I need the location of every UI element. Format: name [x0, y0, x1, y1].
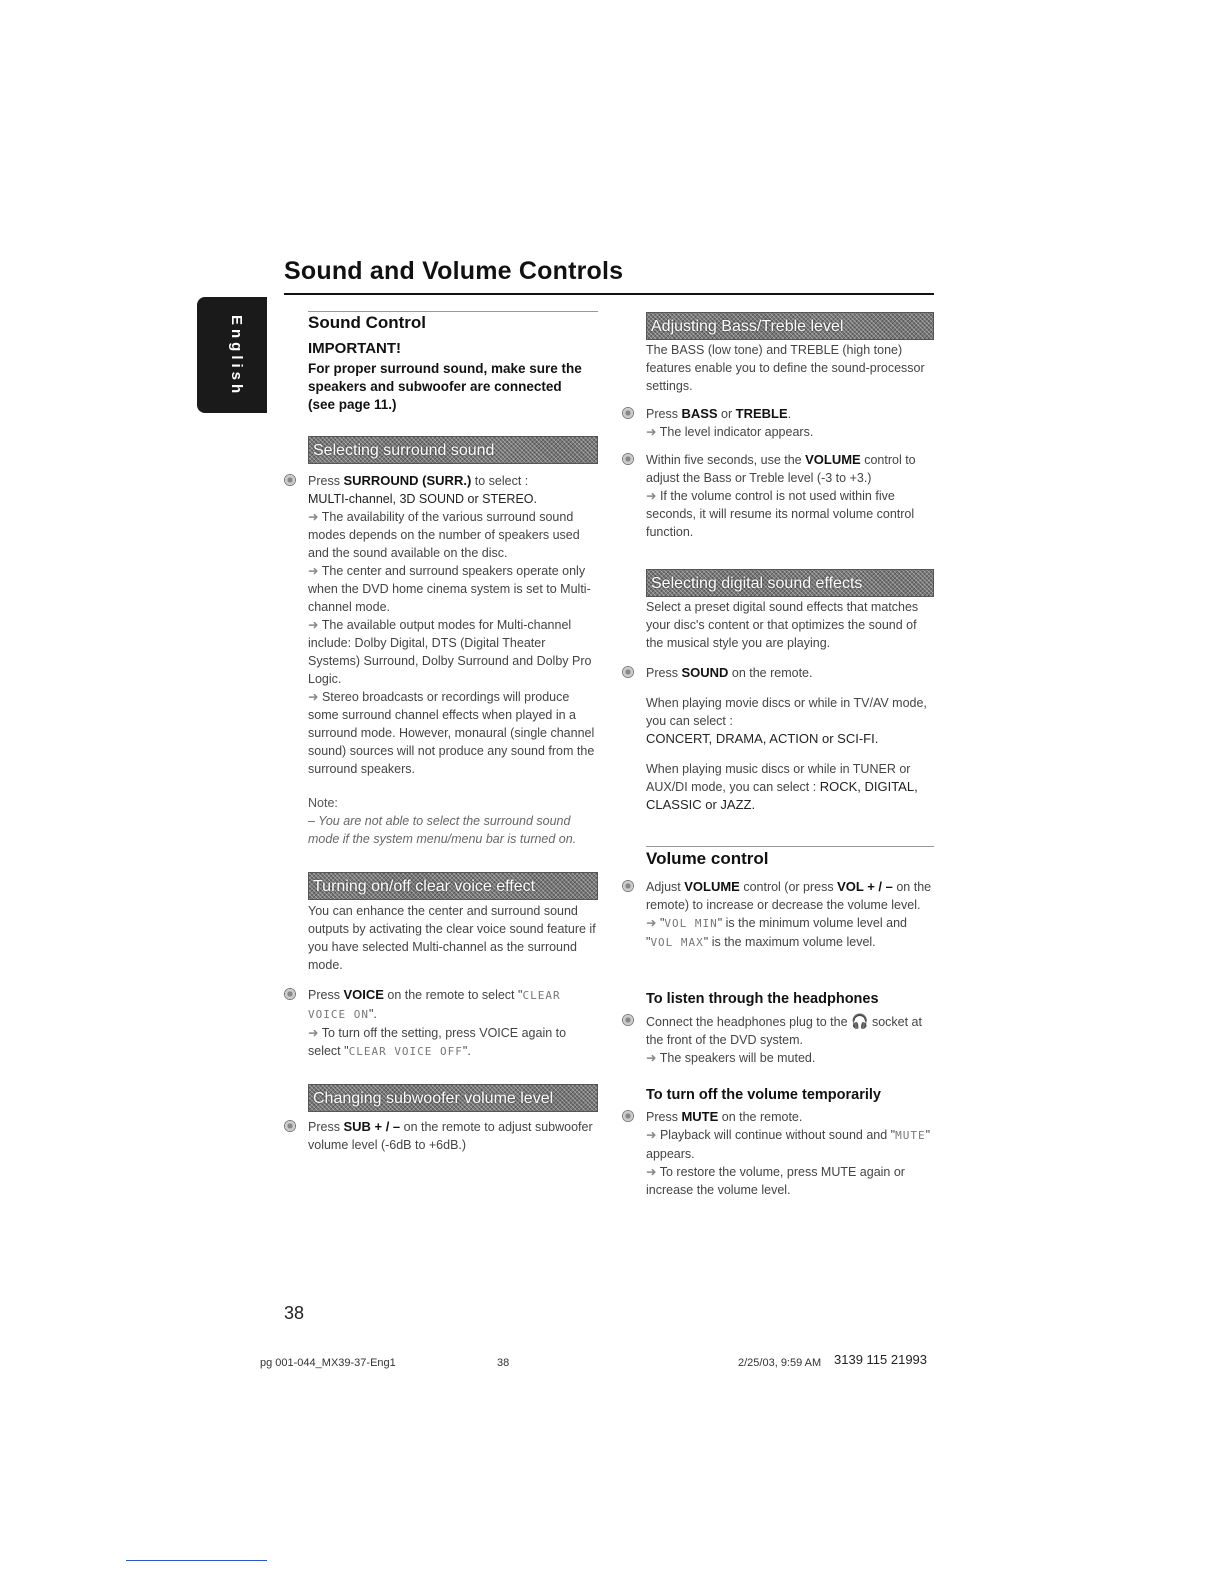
step-text: Adjust: [646, 880, 685, 894]
page-number: 38: [284, 1303, 305, 1323]
step-bullet-icon: [622, 880, 634, 892]
bass-treble-step1: [646, 405, 934, 441]
step-note: " appears.: [646, 1128, 931, 1161]
surround-notes: [308, 508, 598, 778]
step-text: Press: [308, 474, 344, 488]
footer-file: pg 001-044_MX39-37-Eng1: [260, 1357, 396, 1369]
volume-heading: Volume control: [646, 849, 769, 868]
sound-key: SOUND: [681, 665, 729, 680]
arrow-icon: ➜: [646, 425, 660, 439]
arrow-icon: ➜: [646, 489, 660, 503]
section-rule: [308, 311, 598, 312]
step-note: " is the minimum volume level and ": [646, 916, 907, 949]
step-text: Press: [646, 666, 682, 680]
treble-key: TREBLE: [735, 406, 788, 421]
step-bullet-icon: [284, 1120, 296, 1132]
arrow-icon: ➜: [308, 510, 322, 524]
surround-key: SURROUND (SURR.): [343, 473, 472, 488]
step-text: control (or press: [739, 880, 838, 894]
footer-datetime: 2/25/03, 9:59 AM: [738, 1357, 822, 1369]
step-note: The level indicator appears.: [659, 425, 814, 439]
step-note: The speakers will be muted.: [659, 1051, 816, 1065]
language-tab: [197, 297, 267, 413]
step-text: socket at the front of the DVD system.: [646, 1015, 922, 1047]
step-text: ".: [368, 1007, 377, 1021]
surround-banner: Selecting surround sound: [308, 436, 598, 464]
surround-note: Stereo broadcasts or recordings will produce some surround channel effects when played in a surround mode. However, monaural (single channel sound) sources will not produce any sound from the surround speakers.: [308, 690, 595, 776]
footer-page: 38: [497, 1357, 510, 1369]
music-modes: ROCK, DIGITAL, CLASSIC or JAZZ.: [646, 779, 918, 812]
movie-text: When playing movie discs or while in TV/AV mode, you can select :: [646, 696, 927, 728]
digital-sound-section: [646, 569, 934, 814]
music-block: [646, 760, 934, 814]
lcd-text: VOL MIN: [664, 917, 718, 930]
arrow-icon: ➜: [308, 690, 322, 704]
voice-key: VOICE: [343, 987, 384, 1002]
step-text: on the remote to adjust subwoofer volume level (-6dB to +6dB.): [308, 1120, 593, 1152]
volume-step: Adjust VOLUME control (or press VOL + / – on the remote) to increase or decrease the volume level. ➜ "VOL MIN" is the minimum volume level and "VOL MAX" is the maximum volume level.: [646, 878, 934, 952]
important-label: IMPORTANT!: [308, 340, 402, 357]
language-tab-label: English: [228, 315, 245, 398]
note-label: Note:: [308, 796, 338, 810]
volume-key: VOLUME: [805, 452, 861, 467]
step-note: Playback will continue without sound and ": [659, 1128, 896, 1142]
surround-note: The center and surround speakers operate only when the DVD home cinema system is set to Multi-channel mode.: [308, 564, 591, 614]
surround-modes: MULTI-channel, 3D SOUND or STEREO.: [308, 492, 537, 506]
volume-key: VOLUME: [684, 879, 740, 894]
arrow-icon: ➜: [646, 1128, 660, 1142]
step-text: to select :: [471, 474, 529, 488]
lcd-text: MUTE: [895, 1129, 926, 1142]
step-bullet-icon: [622, 1014, 634, 1026]
mute-key: MUTE: [681, 1109, 719, 1124]
music-text: When playing music discs or while in TUNER or AUX/DI mode, you can select :: [646, 762, 911, 794]
volume-section: [646, 846, 934, 952]
arrow-icon: ➜: [308, 618, 322, 632]
sound-control-heading: Sound Control: [308, 313, 427, 332]
clear-voice-step: [308, 986, 598, 1061]
step-text: on the remote.: [718, 1110, 803, 1124]
step-bullet-icon: [622, 407, 634, 419]
bottom-link-rule: [126, 1560, 267, 1561]
step-text: control to adjust the Bass or Treble level (-3 to +3.): [646, 453, 916, 485]
step-bullet-icon: [622, 453, 634, 465]
arrow-icon: ➜: [308, 1026, 322, 1040]
step-text: Press: [646, 407, 682, 421]
step-text: on the remote.: [728, 666, 813, 680]
step-text: .: [787, 407, 792, 421]
step-text: Press: [308, 1120, 344, 1134]
lcd-text: VOL MAX: [650, 936, 704, 949]
step-text: Within five seconds, use the: [646, 453, 806, 467]
step-text: on the remote to select ": [383, 988, 523, 1002]
surround-section: [308, 436, 598, 848]
step-note: To turn off the setting, press VOICE again to select ": [308, 1026, 567, 1058]
subwoofer-banner: Changing subwoofer volume level: [308, 1084, 598, 1112]
step-note: " is the maximum volume level.: [703, 935, 876, 949]
mute-heading: To turn off the volume temporarily: [646, 1087, 881, 1103]
step-bullet-icon: [284, 474, 296, 486]
step-bullet-icon: [284, 988, 296, 1000]
step-note: If the volume control is not used within five seconds, it will resume its normal volume control function.: [646, 489, 915, 539]
footer-code: 3139 115 21993: [834, 1352, 928, 1367]
sub-key: SUB + / –: [343, 1119, 401, 1134]
step-bullet-icon: [622, 1110, 634, 1122]
step-note: ".: [462, 1044, 471, 1058]
headphones-heading: To listen through the headphones: [646, 991, 879, 1007]
bass-treble-section: [646, 312, 934, 541]
bass-treble-banner: Adjusting Bass/Treble level: [646, 312, 934, 340]
step-text: or: [717, 407, 736, 421]
movie-modes: CONCERT, DRAMA, ACTION or SCI-FI.: [646, 731, 879, 746]
sound-control-section: [308, 311, 598, 414]
clear-voice-intro: You can enhance the center and surround sound outputs by activating the clear voice sound feature if you have selected Multi-channel as the surround mode.: [308, 904, 596, 972]
lcd-text: CLEAR VOICE OFF: [348, 1045, 463, 1058]
arrow-icon: ➜: [646, 1165, 660, 1179]
step-text: Press: [308, 988, 344, 1002]
digital-sound-banner: Selecting digital sound effects: [646, 569, 934, 597]
mute-section: [646, 1086, 934, 1199]
step-text: Connect the headphones plug to the: [646, 1015, 852, 1029]
bass-treble-step2: [646, 451, 934, 541]
mute-step: [646, 1108, 934, 1199]
surround-note: The availability of the various surround sound modes depends on the number of speakers used and the sound available on the disc.: [308, 510, 580, 560]
important-text: For proper surround sound, make sure the speakers and subwoofer are connected (see page 11.): [308, 361, 582, 412]
title-rule: [284, 293, 934, 295]
clear-voice-banner: Turning on/off clear voice effect: [308, 872, 598, 900]
step-text: on the remote) to increase or decrease the volume level.: [646, 880, 932, 912]
arrow-icon: ➜: [646, 1051, 660, 1065]
bass-key: BASS: [681, 406, 718, 421]
subwoofer-section: [308, 1084, 598, 1154]
headphones-icon: 🎧: [851, 1013, 869, 1029]
subwoofer-step: [308, 1118, 598, 1154]
digital-sound-step: [646, 664, 934, 682]
headphones-section: [646, 990, 934, 1067]
headphones-step: [646, 1012, 934, 1067]
step-bullet-icon: [622, 666, 634, 678]
page-title: Sound and Volume Controls: [284, 257, 624, 285]
bass-treble-intro: The BASS (low tone) and TREBLE (high tone) features enable you to define the sound-processor settings.: [646, 343, 925, 393]
vol-key: VOL + / –: [837, 879, 893, 894]
surround-step: [308, 472, 598, 508]
lcd-text: CLEAR VOICE ON: [308, 989, 561, 1021]
step-text: Press: [646, 1110, 682, 1124]
note-text: – You are not able to select the surround sound mode if the system menu/menu bar is turned on.: [308, 814, 577, 846]
digital-sound-intro: Select a preset digital sound effects that matches your disc's content or that optimizes the sound of the musical style you are playing.: [646, 600, 919, 650]
arrow-icon: ➜: [308, 564, 322, 578]
step-note: To restore the volume, press MUTE again or increase the volume level.: [646, 1165, 905, 1197]
arrow-icon: ➜: [646, 916, 660, 930]
surround-note: The available output modes for Multi-channel include: Dolby Digital, DTS (Digital Theater Systems) Surround, Dolby Surround and Dolby Pro Logic.: [308, 618, 592, 686]
clear-voice-section: [308, 872, 598, 1061]
section-rule: [646, 846, 934, 847]
